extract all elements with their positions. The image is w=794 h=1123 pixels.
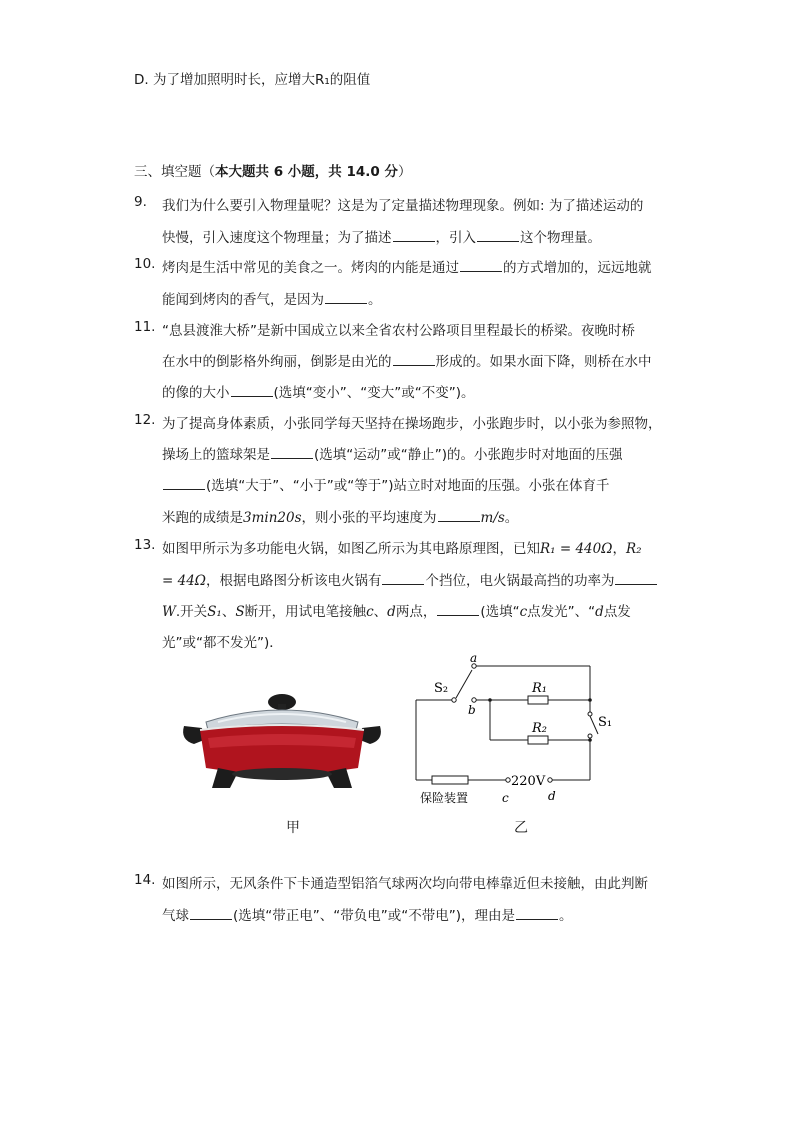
hot-pot-image [178, 688, 388, 798]
r2-label: R₂ [532, 721, 547, 736]
s2-label: S₂ [434, 681, 449, 696]
answer-blank[interactable] [393, 229, 435, 242]
node-b-label: b [468, 703, 476, 717]
figure-label-yi: 乙 [514, 820, 528, 836]
option-d: D. 为了增加照明时长，应增大R₁的阻值 [134, 72, 371, 88]
node-a-label: a [470, 651, 478, 665]
answer-blank[interactable] [190, 907, 232, 920]
voltage-label: 220V [511, 774, 546, 789]
node-c-label: c [502, 791, 509, 805]
answer-blank[interactable] [231, 384, 273, 397]
answer-blank[interactable] [393, 353, 435, 366]
answer-blank[interactable] [325, 291, 367, 304]
s1-label: S₁ [598, 715, 613, 730]
answer-blank[interactable] [271, 446, 313, 459]
answer-blank[interactable] [437, 603, 479, 616]
answer-blank[interactable] [163, 477, 205, 490]
answer-blank[interactable] [615, 572, 657, 585]
section-title: 三、填空题（本大题共 6 小题，共 14.0 分） [134, 164, 412, 180]
answer-blank[interactable] [382, 572, 424, 585]
circuit-diagram [400, 650, 630, 815]
r1-label: R₁ [532, 681, 547, 696]
answer-blank[interactable] [516, 907, 558, 920]
node-d-label: d [548, 789, 556, 803]
answer-blank[interactable] [460, 259, 502, 272]
answer-blank[interactable] [438, 509, 480, 522]
fuse-label: 保险装置 [420, 791, 469, 805]
answer-blank[interactable] [477, 229, 519, 242]
figure-label-jia: 甲 [286, 820, 300, 836]
